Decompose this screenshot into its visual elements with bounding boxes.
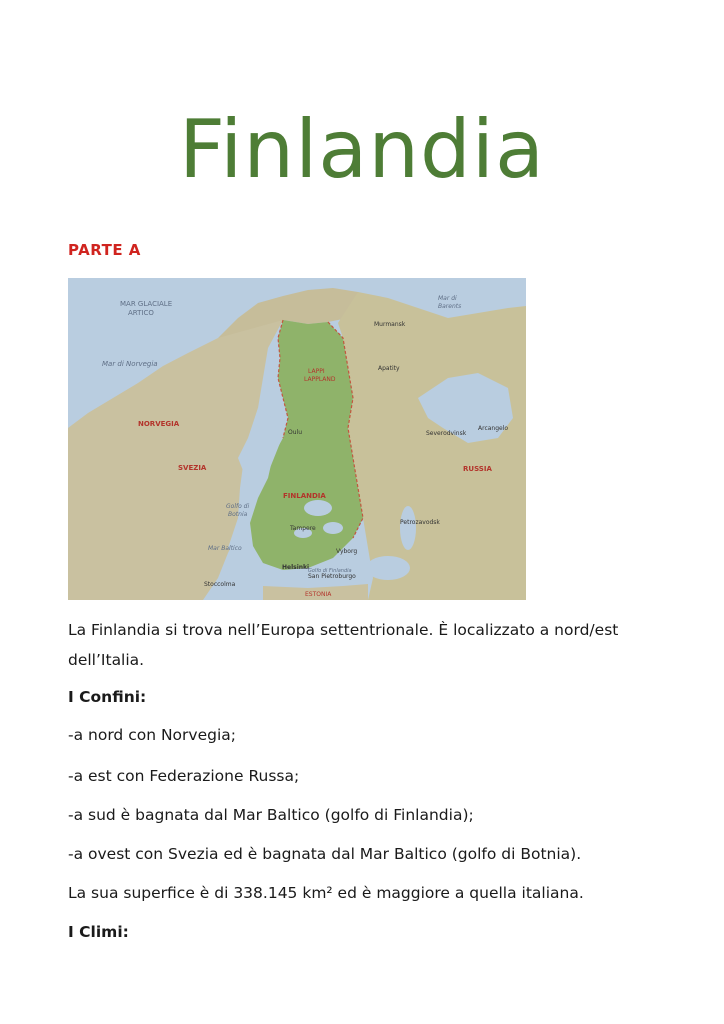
label-petrozavodsk: Petrozavodsk	[400, 519, 440, 526]
confini-heading: I Confini:	[68, 688, 147, 706]
label-gulf-bothnia-2: Botnia	[228, 511, 248, 518]
label-stockholm: Stoccolma	[204, 581, 236, 588]
label-vyborg: Vyborg	[336, 548, 358, 555]
label-murmansk: Murmansk	[374, 321, 406, 328]
confine-north: -a nord con Norvegia;	[68, 726, 236, 744]
label-apatity: Apatity	[378, 365, 400, 372]
climi-heading: I Climi:	[68, 923, 129, 941]
page-title: Finlandia	[178, 103, 546, 196]
label-oulu: Oulu	[288, 429, 302, 436]
label-gulf-bothnia-1: Golfo di	[226, 503, 250, 510]
label-arctic-sea-2: ARTICO	[128, 309, 154, 317]
label-sweden: SVEZIA	[178, 464, 207, 472]
confine-west: -a ovest con Svezia ed è bagnata dal Mar Baltico (golfo di Botnia).	[68, 845, 582, 863]
label-baltic: Mar Baltico	[208, 545, 242, 552]
label-barents-2: Barents	[438, 303, 462, 310]
section-label: PARTE A	[68, 241, 141, 259]
confine-east: -a est con Federazione Russa;	[68, 767, 300, 785]
label-lapland-2: LAPPLAND	[304, 376, 336, 383]
label-norway: NORVEGIA	[138, 420, 180, 428]
label-barents-1: Mar di	[438, 295, 457, 302]
confine-south: -a sud è bagnata dal Mar Baltico (golfo di Finlandia);	[68, 806, 474, 824]
intro-paragraph: La Finlandia si trova nell’Europa settentrionale. È localizzato a nord/est dell’Italia.	[68, 621, 619, 669]
label-gulf-finland: Golfo di Finlandia	[308, 568, 352, 574]
label-arctic-sea: MAR GLACIALE	[120, 300, 173, 308]
map-of-finland	[68, 278, 526, 600]
label-helsinki: Helsinki	[282, 564, 310, 571]
label-tampere: Tampere	[290, 525, 316, 532]
area-sentence: La sua superfice è di 338.145 km² ed è maggiore a quella italiana.	[68, 884, 584, 902]
label-russia: RUSSIA	[463, 465, 492, 473]
label-lapland-1: LAPPI	[308, 368, 325, 375]
label-arcangelo: Arcangelo	[478, 425, 509, 432]
label-estonia: ESTONIA	[305, 591, 332, 598]
label-norwegian-sea: Mar di Norvegia	[102, 360, 158, 368]
label-finland: FINLANDIA	[283, 492, 326, 500]
label-severodvinsk: Severodvinsk	[426, 430, 467, 437]
label-st-petersburg: San Pietroburgo	[308, 573, 356, 580]
